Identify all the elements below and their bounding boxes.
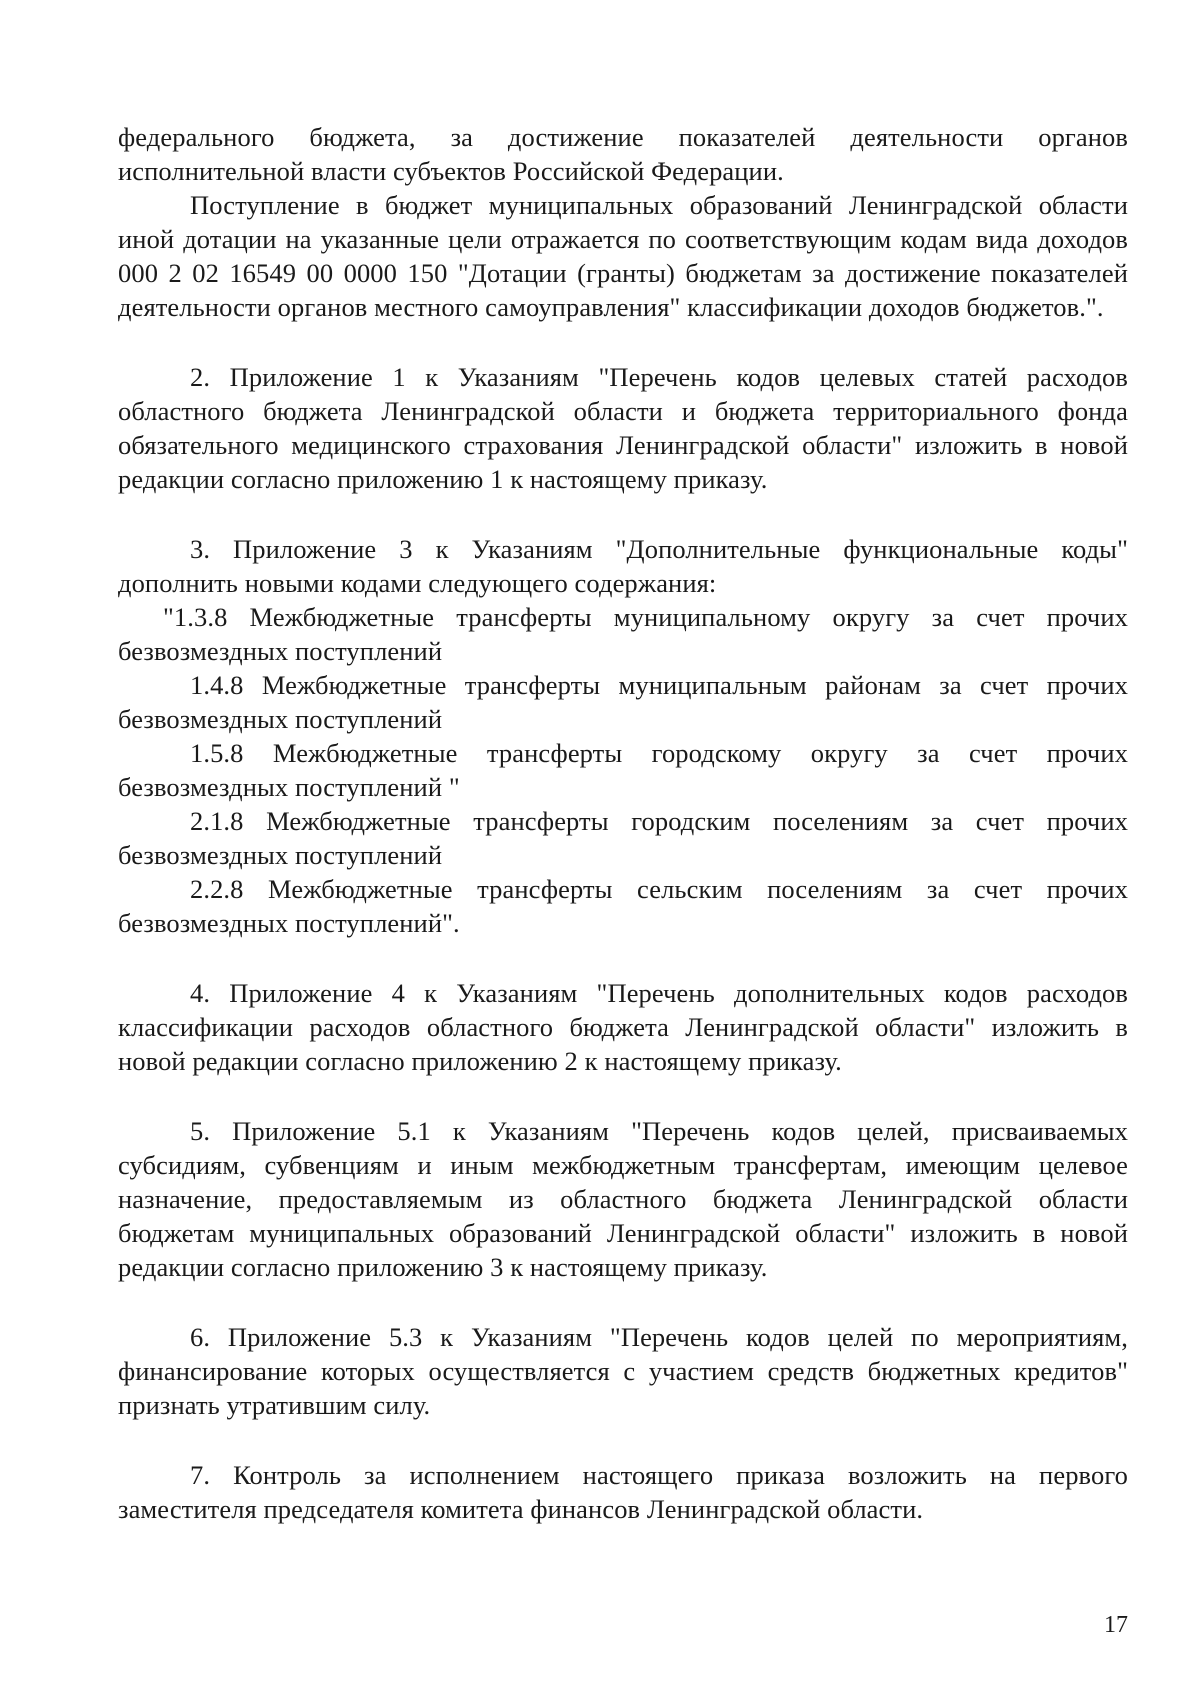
code-1-3-8: "1.3.8 Межбюджетные трансферты муниципальному округу за счет прочих безвозмездных поступлений [118,602,1128,666]
paragraph-gap [118,324,1128,360]
paragraph-gap [118,1284,1128,1320]
page-number: 17 [1104,1612,1128,1638]
code-1-4-8: 1.4.8 Межбюджетные трансферты муниципальным районам за счет прочих безвозмездных поступлений [118,670,1128,734]
paragraph-gap [118,1422,1128,1458]
code-1-5-8: 1.5.8 Межбюджетные трансферты городскому округу за счет прочих безвозмездных поступлений " [118,738,1128,802]
paragraph-gap [118,940,1128,976]
code-2-2-8: 2.2.8 Межбюджетные трансферты сельским поселениям за счет прочих безвозмездных поступлений". [118,874,1128,938]
paragraph-gap [118,1078,1128,1114]
paragraph-item-7: 7. Контроль за исполнением настоящего приказа возложить на первого заместителя председателя комитета финансов Ленинградской области. [118,1460,1128,1524]
paragraph-continuation: федерального бюджета, за достижение показателей деятельности органов исполнительной власти субъектов Российской Федерации. [118,122,1128,186]
document-page [118,120,1128,1526]
paragraph-item-4: 4. Приложение 4 к Указаниям "Перечень дополнительных кодов расходов классификации расходов областного бюджета Ленинградской области" изложить в новой редакции согласно приложению 2 к настоящему приказу. [118,978,1128,1076]
paragraph-item-2: 2. Приложение 1 к Указаниям "Перечень кодов целевых статей расходов областного бюджета Ленинградской области и бюджета территориального фонда обязательного медицинского страхования Ленинградской области" изложить в новой редакции согласно приложению 1 к настоящему приказу. [118,362,1128,494]
code-2-1-8: 2.1.8 Межбюджетные трансферты городским поселениям за счет прочих безвозмездных поступлений [118,806,1128,870]
paragraph-revenue-receipt: Поступление в бюджет муниципальных образований Ленинградской области иной дотации на указанные цели отражается по соответствующим кодам вида доходов 000 2 02 16549 00 0000 150 "Дотации (гранты) бюджетам за достижение показателей деятельности органов местного самоуправления" классификации доходов бюджетов.". [118,190,1128,322]
paragraph-gap [118,496,1128,532]
paragraph-item-6: 6. Приложение 5.3 к Указаниям "Перечень кодов целей по мероприятиям, финансирование которых осуществляется с участием средств бюджетных кредитов" признать утратившим силу. [118,1322,1128,1420]
paragraph-item-5: 5. Приложение 5.1 к Указаниям "Перечень кодов целей, присваиваемых субсидиям, субвенциям и иным межбюджетным трансфертам, имеющим целевое назначение, предоставляемым из областного бюджета Ленинградской области бюджетам муниципальных образований Ленинградской области" изложить в новой редакции согласно приложению 3 к настоящему приказу. [118,1116,1128,1282]
paragraph-item-3: 3. Приложение 3 к Указаниям "Дополнительные функциональные коды" дополнить новыми кодами следующего содержания: [118,534,1128,598]
